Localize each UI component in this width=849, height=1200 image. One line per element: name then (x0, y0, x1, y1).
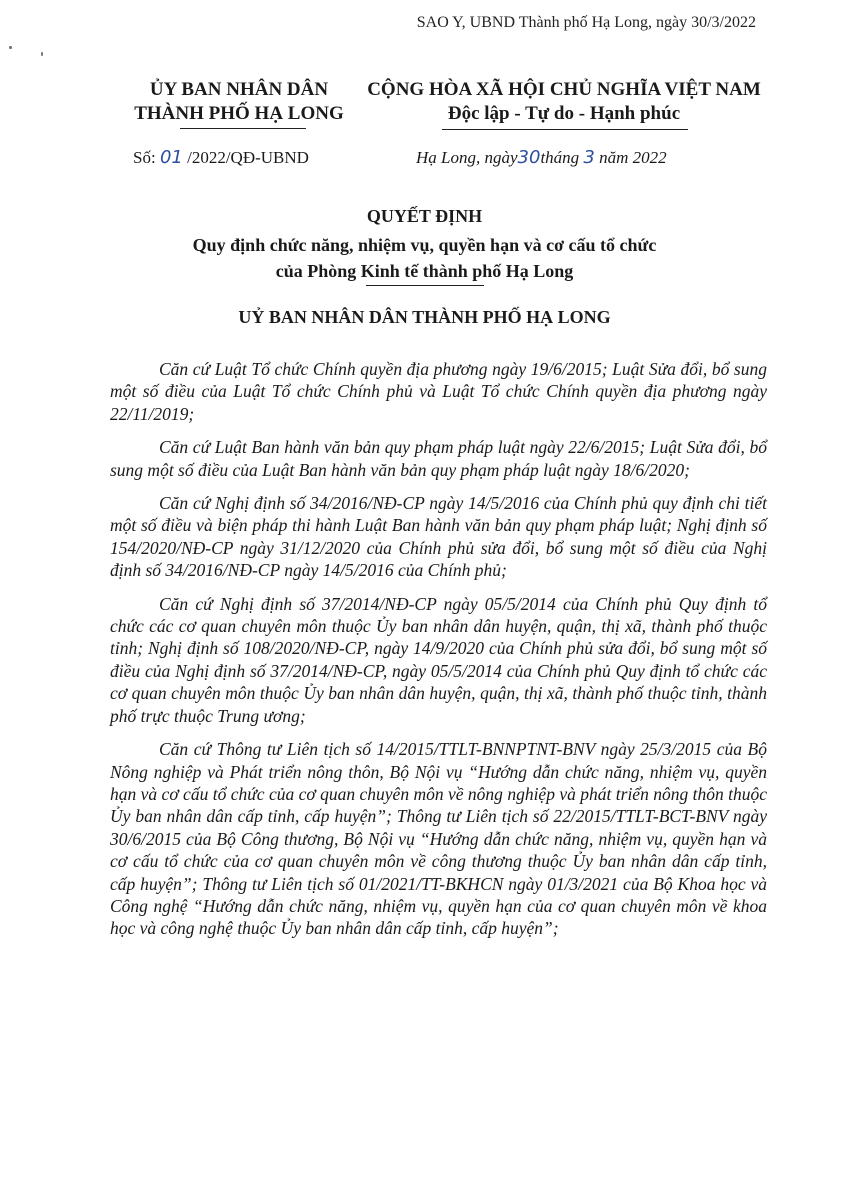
national-header (360, 78, 768, 126)
issue-date (416, 147, 667, 168)
preamble-paragraph: Căn cứ Nghị định số 37/2014/NĐ-CP ngày 05/5/2014 của Chính phủ Quy định tổ chức các cơ quan chuyên môn thuộc Ủy ban nhân dân huyện, quận, thị xã, thành phố thuộc tỉnh; Nghị định số 108/2020/NĐ-CP, ngày 14/9/2020 của Chính phủ sửa đổi, bổ sung một số điều của Nghị định số 37/2014/NĐ-CP, ngày 05/5/2014 của Chính phủ Quy định tổ chức các cơ quan chuyên môn thuộc Ủy ban nhân dân huyện, quận, thị xã, thành phố thuộc tỉnh, thành phố trực thuộc Trung ương; (110, 593, 767, 726)
copy-stamp: SAO Y, UBND Thành phố Hạ Long, ngày 30/3/2022 (416, 14, 756, 31)
doc-number-suffix: /2022/QĐ-UBND (187, 148, 309, 167)
document-number (133, 147, 309, 168)
national-motto: Độc lập - Tự do - Hạnh phúc (447, 103, 681, 124)
preamble (110, 358, 767, 951)
issuer-underline (180, 128, 306, 129)
issuer-line-2: THÀNH PHỐ HẠ LONG (134, 103, 344, 124)
date-year: năm 2022 (599, 148, 667, 167)
national-title: CỘNG HÒA XÃ HỘI CHỦ NGHĨA VIỆT NAM (367, 79, 761, 100)
scan-speck (41, 52, 43, 56)
preamble-paragraph: Căn cứ Luật Tổ chức Chính quyền địa phương ngày 19/6/2015; Luật Sửa đổi, bổ sung một số điều của Luật Tổ chức Chính phủ và Luật Tổ chức Chính quyền địa phương ngày 22/11/2019; (110, 359, 767, 424)
preamble-paragraph: Căn cứ Luật Ban hành văn bản quy phạm pháp luật ngày 22/6/2015; Luật Sửa đổi, bổ sung một số điều của Luật Ban hành văn bản quy phạm pháp luật ngày 18/6/2020; (110, 437, 767, 480)
preamble-paragraph: Căn cứ Nghị định số 34/2016/NĐ-CP ngày 14/5/2016 của Chính phủ quy định chi tiết một số điều và biện pháp thi hành Luật Ban hành văn bản quy phạm pháp luật; Nghị định số 154/2020/NĐ-CP ngày 31/12/2020 của Chính phủ sửa đổi, bổ sung một số điều của Nghị định số 34/2016/NĐ-CP ngày 14/5/2016 của Chính phủ; (110, 493, 767, 581)
issuer-line-1: ỦY BAN NHÂN DÂN (149, 79, 329, 100)
motto-underline (442, 129, 688, 130)
preamble-paragraph: Căn cứ Thông tư Liên tịch số 14/2015/TTLT-BNNPTNT-BNV ngày 25/3/2015 của Bộ Nông nghiệp và Phát triển nông thôn, Bộ Nội vụ “Hướng dẫn chức năng, nhiệm vụ, quyền hạn và cơ cấu tổ chức của cơ quan chuyên môn về nông nghiệp và phát triển nông thôn thuộc Ủy ban nhân dân cấp tỉnh, cấp huyện”; Thông tư Liên tịch số 22/2015/TTLT-BCT-BNV ngày 30/6/2015 của Bộ Công thương, Bộ Nội vụ “Hướng dẫn chức năng, nhiệm vụ, quyền hạn và cơ cấu tổ chức của cơ quan chuyên môn về công thương thuộc Ủy ban nhân dân cấp tỉnh, cấp huyện”; Thông tư Liên tịch số 01/2021/TT-BKHCN ngày 01/3/2021 của Bộ Khoa học và Công nghệ “Hướng dẫn chức năng, nhiệm vụ, quyền hạn của cơ quan chuyên môn về khoa học và công nghệ thuộc Ủy ban nhân dân cấp tỉnh, cấp huyện”; (110, 739, 767, 939)
date-day-handwritten: 30 (517, 147, 541, 168)
subtitle-line-2: của Phòng Kinh tế thành phố Hạ Long (275, 261, 574, 281)
subtitle-underline (366, 285, 484, 286)
document-title: QUYẾT ĐỊNH (366, 206, 483, 226)
issuing-authority: UỶ BAN NHÂN DÂN THÀNH PHỐ HẠ LONG (238, 307, 611, 327)
subtitle-line-1: Quy định chức năng, nhiệm vụ, quyền hạn và cơ cấu tổ chức (192, 235, 657, 255)
scan-speck (9, 46, 12, 49)
doc-number-handwritten: 01 (159, 147, 183, 168)
doc-number-prefix: Số: (133, 148, 156, 167)
date-month-label: tháng (540, 148, 580, 167)
issuer-header (110, 78, 368, 126)
date-place: Hạ Long, ngày (416, 148, 518, 167)
date-month-handwritten: 3 (583, 147, 595, 168)
document-subtitle (0, 232, 849, 284)
